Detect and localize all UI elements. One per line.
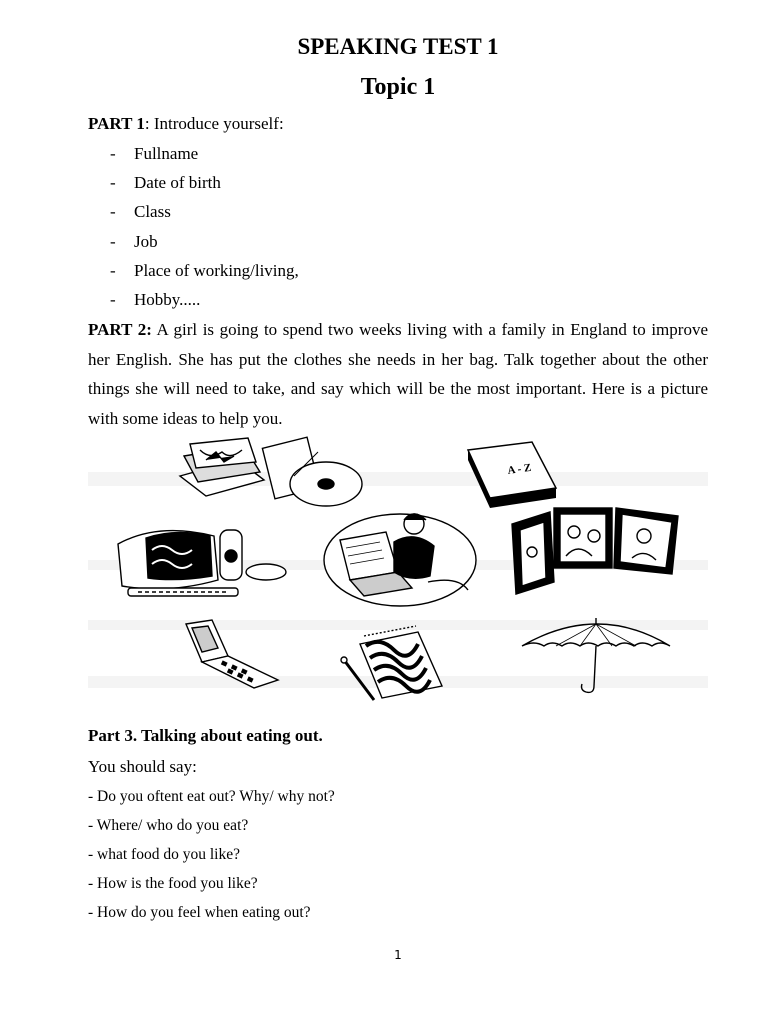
bullet-mark: - [110,144,116,163]
photo-frames-icon [512,508,678,594]
part1-label: PART 1 [88,114,145,133]
list-item: - Do you oftent eat out? Why/ why not? [88,788,335,805]
part1-intro-text: : Introduce yourself: [144,114,284,133]
list-item: - How do you feel when eating out? [88,904,311,921]
part1-intro [88,114,284,134]
list-item-text: Date of birth [134,173,221,192]
dictionary-icon [468,442,556,508]
part2-label: PART 2: [88,320,152,339]
list-item: - Where/ who do you eat? [88,817,249,834]
list-item-text: Job [134,232,158,251]
girl-with-laptop-icon [324,514,476,606]
bullet-mark: - [110,261,116,280]
ideas-picture [88,432,708,702]
bullet-mark: - [110,232,116,251]
list-item-text: Place of working/living, [134,261,299,280]
page-number: 1 [394,948,402,962]
part3-heading: Part 3. Talking about eating out. [88,726,323,745]
part3-intro: You should say: [88,757,197,776]
list-item: - what food do you like? [88,846,240,863]
page-title: SPEAKING TEST 1 [297,34,499,59]
list-item-text: Fullname [134,144,199,163]
part2-paragraph [88,315,708,433]
bullet-mark: - [110,290,116,309]
photos-and-cd-icon [180,437,362,506]
topic-heading: Topic 1 [360,74,436,100]
list-item: - How is the food you like? [88,875,258,892]
list-item-text: Hobby..... [134,290,201,309]
part2-text: A girl is going to spend two weeks living with a family in England to improve her English. She has put the clothes she needs in her bag. Talk together about the other things she will need to take, and say which will be the most important. Here is a picture with some ideas to help you. [88,320,708,428]
bullet-mark: - [110,202,116,221]
bullet-mark: - [110,173,116,192]
notebook-and-pen-icon [341,626,442,700]
list-item-text: Class [134,202,171,221]
dictionary-label: A - Z [506,461,533,477]
